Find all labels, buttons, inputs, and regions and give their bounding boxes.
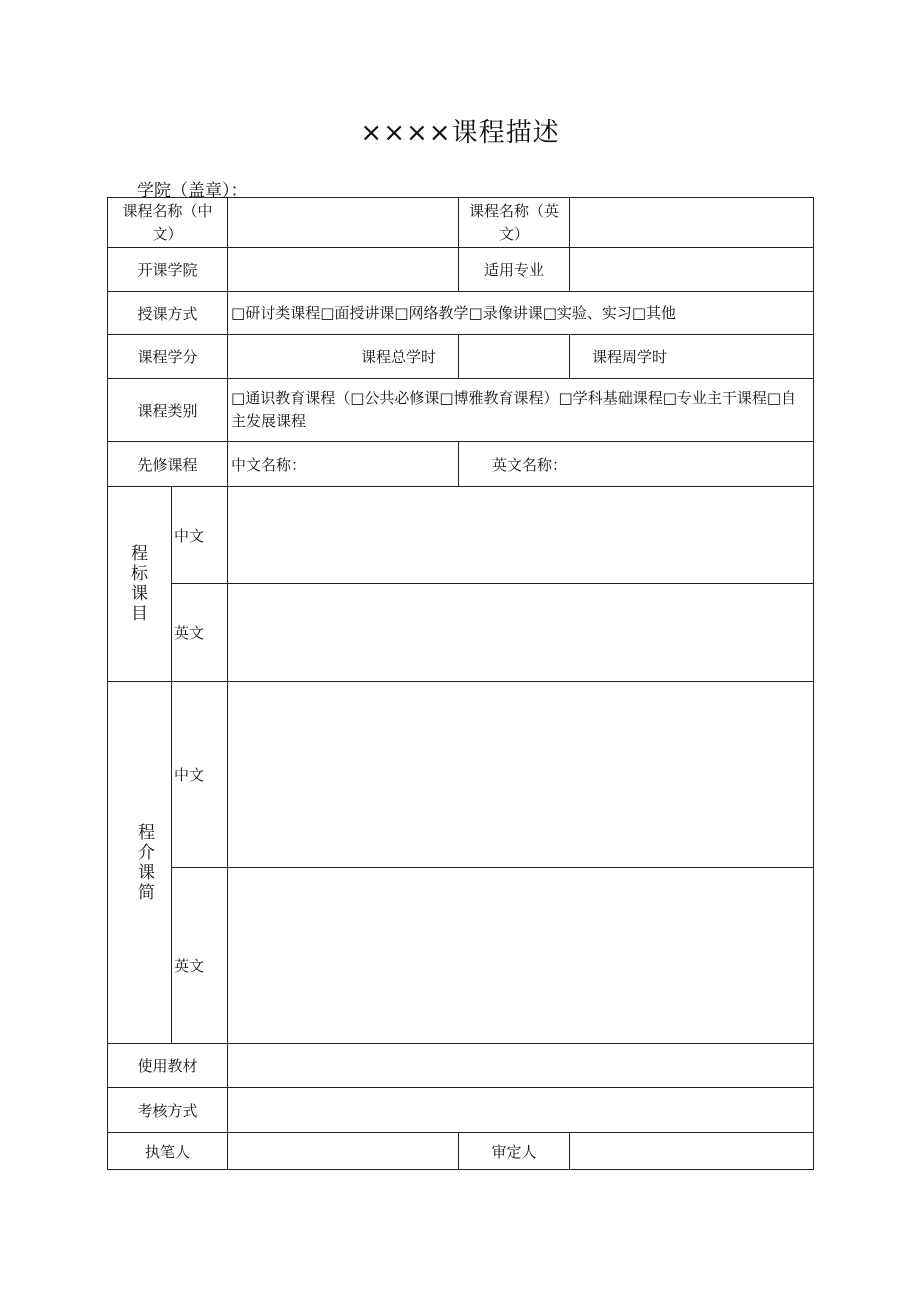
teaching-mode-label: 授课方式 — [108, 292, 228, 335]
credits-label: 课程学分 — [108, 335, 228, 379]
reviewer-label: 审定人 — [459, 1133, 570, 1170]
weekly-hours-cell[interactable] — [570, 335, 814, 379]
intro-cn-label: 中文 — [172, 682, 228, 868]
form-title: ××××课程描述 — [360, 118, 560, 148]
total-hours-label: 课程总学时 — [361, 348, 437, 366]
applicable-major-label: 适用专业 — [459, 248, 570, 292]
course-objectives-text: 程标课目 — [131, 544, 148, 624]
course-intro-label — [108, 682, 172, 1044]
applicable-major-field[interactable] — [570, 248, 814, 292]
author-label: 执笔人 — [108, 1133, 228, 1170]
offering-college-field[interactable] — [228, 248, 459, 292]
objectives-en-field[interactable] — [228, 584, 814, 682]
teaching-mode-options[interactable]: □研讨类课程□面授讲课□网络教学□录像讲课□实验、实习□其他 — [228, 292, 814, 335]
weekly-hours-label: 课程周学时 — [592, 348, 668, 366]
assessment-label: 考核方式 — [108, 1088, 228, 1133]
course-name-cn-field[interactable] — [228, 198, 459, 248]
course-objectives-label — [108, 487, 172, 682]
course-description-form — [107, 197, 814, 1170]
intro-cn-field[interactable] — [228, 682, 814, 868]
category-label: 课程类别 — [108, 379, 228, 442]
objectives-en-label: 英文 — [172, 584, 228, 682]
assessment-field[interactable] — [228, 1088, 814, 1133]
college-stamp-label: 学院（盖章）： — [137, 181, 248, 201]
intro-en-field[interactable] — [228, 868, 814, 1044]
prereq-cn-cell[interactable] — [228, 442, 459, 487]
course-name-cn-label: 课程名称（中文） — [108, 198, 228, 248]
author-field[interactable] — [228, 1133, 459, 1170]
course-name-en-label: 课程名称（英文） — [459, 198, 570, 248]
offering-college-label: 开课学院 — [108, 248, 228, 292]
prereq-en-cell[interactable] — [459, 442, 814, 487]
prereq-cn-name-label: 中文名称： — [231, 455, 307, 474]
textbook-label: 使用教材 — [108, 1044, 228, 1088]
intro-en-label: 英文 — [172, 868, 228, 1044]
credits-field[interactable] — [228, 335, 459, 379]
category-options[interactable]: □通识教育课程（□公共必修课□博雅教育课程）□学科基础课程□专业主干课程□自主发展课程 — [228, 379, 814, 442]
prereq-en-name-label: 英文名称： — [492, 455, 568, 474]
prerequisite-label: 先修课程 — [108, 442, 228, 487]
course-intro-text: 程介课简 — [138, 822, 155, 903]
total-hours-field[interactable] — [459, 335, 570, 379]
objectives-cn-field[interactable] — [228, 487, 814, 584]
course-name-en-field[interactable] — [570, 198, 814, 248]
reviewer-field[interactable] — [570, 1133, 814, 1170]
textbook-field[interactable] — [228, 1044, 814, 1088]
objectives-cn-label: 中文 — [172, 487, 228, 584]
